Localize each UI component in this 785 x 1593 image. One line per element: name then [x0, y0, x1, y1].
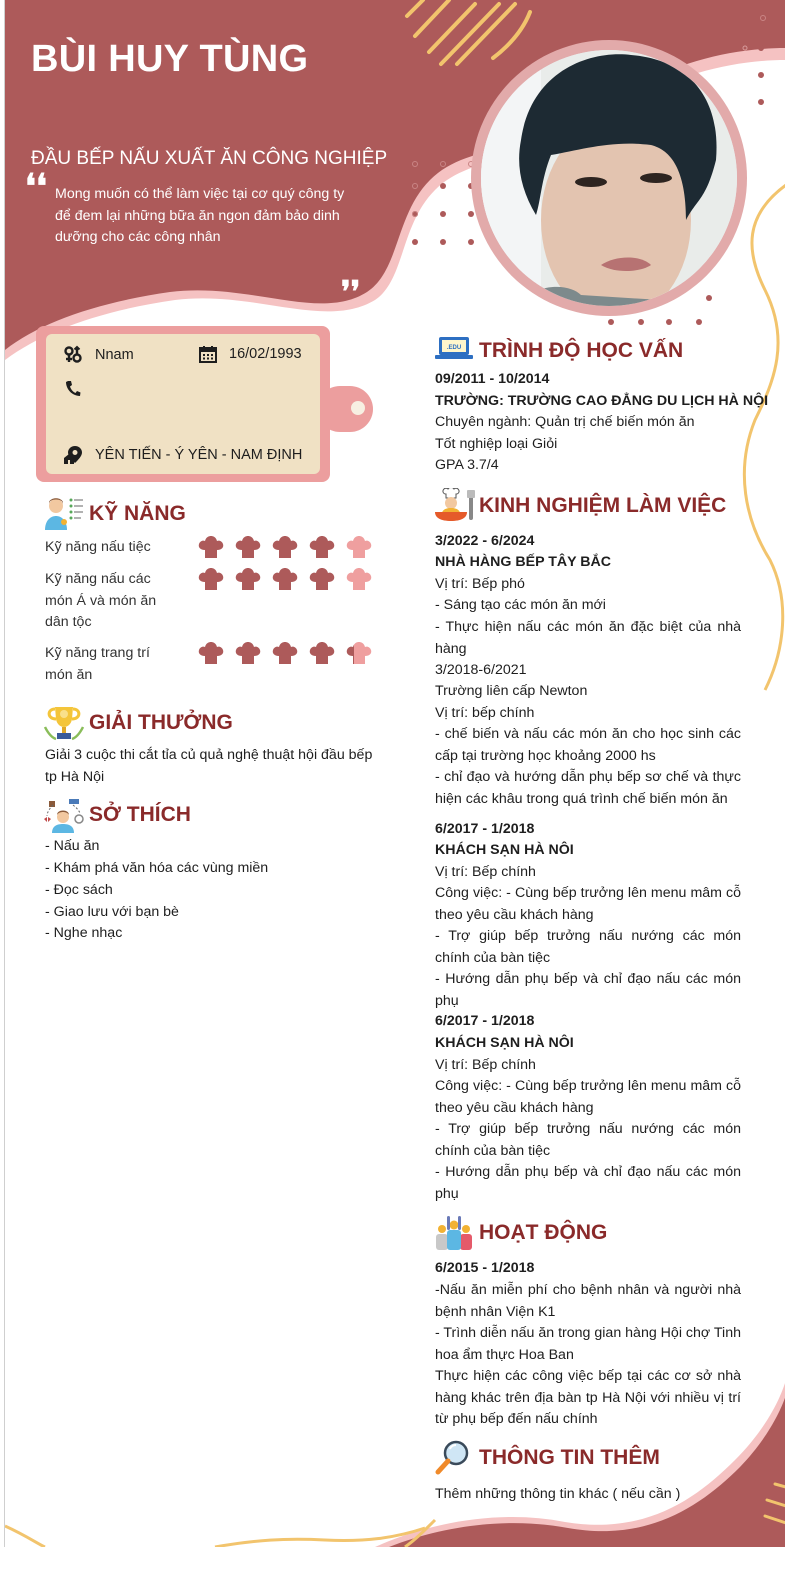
job-line: - Trợ giúp bếp trưởng nấu nướng các món chính của bàn tiệc — [435, 1121, 741, 1159]
job-company: KHÁCH SẠN HÀ NÔI — [435, 1035, 574, 1051]
chef-hat-icon — [309, 568, 335, 590]
quote-open-icon: ❛❛ — [25, 167, 47, 207]
skill-rating — [198, 536, 372, 558]
job-title: ĐẦU BẾP NẤU XUẤT ĂN CÔNG NGHIỆP — [31, 148, 388, 169]
chef-hat-icon — [346, 568, 372, 590]
skill-rating — [198, 642, 372, 664]
chef-hat-icon — [272, 568, 298, 590]
phone-icon — [65, 380, 81, 398]
hobbies-section-title — [43, 797, 191, 833]
career-objective: Mong muốn có thể làm việc tại cơ quý công ty để đem lại những bữa ăn ngon đảm bảo dinh dưỡng cho các công nhân — [55, 186, 345, 245]
awards-section-title — [43, 705, 233, 741]
hobby-item: - Nghe nhạc — [45, 925, 123, 941]
contact-birthday — [199, 345, 302, 363]
job-line: - Trợ giúp bếp trưởng nấu nướng các món chính của bàn tiệc — [435, 928, 741, 966]
hobby-item: - Nấu ăn — [45, 838, 100, 854]
gender-value: Nnam — [95, 347, 134, 363]
activities-people-icon — [433, 1215, 475, 1251]
trophy-icon — [43, 705, 85, 741]
quote-close-icon: ❜❜ — [341, 275, 361, 310]
job-line: Trường liên cấp Newton — [435, 683, 588, 699]
activity-line: Thực hiện các công việc bếp tại các cơ sở nhà hàng khác trên địa bàn tp Hà Nội với nhiều vị trí từ phụ bếp đến nấu chính — [435, 1368, 741, 1428]
contact-phone — [65, 380, 93, 398]
chef-hat-icon — [346, 536, 372, 558]
job-line: Công việc: - Cùng bếp trưởng lên menu mâm cỗ theo yêu cầu khách hàng — [435, 1078, 741, 1116]
job-period: 3/2022 - 6/2024 — [435, 533, 535, 549]
chef-hat-icon — [235, 536, 261, 558]
chef-hat-icon — [198, 568, 224, 590]
contact-gender — [63, 345, 134, 365]
avatar-photo — [481, 50, 737, 306]
chef-hat-icon — [272, 642, 298, 664]
chef-hat-icon — [235, 568, 261, 590]
extra-info-section-title — [433, 1440, 660, 1476]
education-period: 09/2011 - 10/2014 — [435, 371, 550, 387]
job-line: - Hướng dẫn phụ bếp và chỉ đạo nấu các món phụ — [435, 971, 741, 1009]
job-period: 6/2017 - 1/2018 — [435, 821, 535, 837]
job-line: Vị trí: Bếp chính — [435, 1057, 536, 1073]
calendar-icon — [199, 345, 217, 363]
job-line: Công việc: - Cùng bếp trưởng lên menu mâm cỗ theo yêu cầu khách hàng — [435, 885, 741, 923]
job-period: 6/2017 - 1/2018 — [435, 1013, 535, 1029]
svg-text:.EDU: .EDU — [446, 345, 462, 351]
chef-hat-icon — [272, 536, 298, 558]
job-company: NHÀ HÀNG BẾP TÂY BẮC — [435, 554, 612, 570]
page-bottom-margin — [0, 1547, 785, 1593]
job-line: - Sáng tạo các món ăn mới — [435, 597, 606, 613]
magnifier-icon — [433, 1440, 475, 1476]
job-line: - Hướng dẫn phụ bếp và chỉ đạo nấu các món phụ — [435, 1164, 741, 1202]
activity-period: 6/2015 - 1/2018 — [435, 1260, 535, 1276]
education-school: TRƯỜNG: TRƯỜNG CAO ĐẲNG DU LỊCH HÀ NỘI — [435, 393, 769, 409]
board-hole-decoration — [351, 401, 365, 415]
award-text: Giải 3 cuộc thi cắt tỉa củ quả nghệ thuật hội đầu bếp tp Hà Nội — [45, 747, 373, 785]
extra-info-title-text: THÔNG TIN THÊM — [479, 1446, 660, 1469]
edu-laptop-icon — [433, 333, 475, 369]
education-line: Chuyên ngành: Quản trị chế biến món ăn — [435, 414, 695, 430]
gender-icon — [63, 345, 83, 365]
chef-hat-half-icon — [346, 642, 372, 664]
job-line: 3/2018-6/2021 — [435, 662, 527, 678]
extra-info-text: Thêm những thông tin khác ( nếu cần ) — [435, 1486, 681, 1502]
education-line: GPA 3.7/4 — [435, 457, 499, 473]
job-company: KHÁCH SẠN HÀ NÔI — [435, 842, 574, 858]
job-line: - chỉ đạo và hướng dẫn phụ bếp sơ chế và thực hiện các khâu trong quá trình chế biến món ăn — [435, 769, 741, 807]
chef-hat-icon — [309, 536, 335, 558]
hobbies-person-icon — [43, 797, 85, 833]
skills-section-title — [43, 496, 186, 532]
chef-hat-icon — [198, 642, 224, 664]
skills-person-icon — [43, 496, 85, 532]
address-value: YÊN TIẾN - Ý YÊN - NAM ĐỊNH — [95, 447, 303, 463]
activities-title-text: HOẠT ĐỘNG — [479, 1221, 608, 1244]
hobbies-title-text: SỞ THÍCH — [89, 803, 191, 826]
education-title-text: TRÌNH ĐỘ HỌC VẤN — [479, 339, 684, 362]
activity-line: -Nấu ăn miễn phí cho bệnh nhân và người nhà bệnh nhân Viện K1 — [435, 1282, 741, 1320]
hobby-item: - Khám phá văn hóa các vùng miền — [45, 860, 269, 876]
skill-label: Kỹ năng nấu tiệc — [45, 539, 151, 555]
chef-hat-icon — [198, 536, 224, 558]
activity-line: - Trình diễn nấu ăn trong gian hàng Hội chợ Tinh hoa ẩm thực Hoa Ban — [435, 1325, 741, 1363]
home-location-icon — [63, 445, 83, 465]
job-line: Vị trí: Bếp chính — [435, 864, 536, 880]
chef-hat-icon — [235, 642, 261, 664]
cv-page — [4, 0, 785, 1548]
chef-cooking-icon — [433, 488, 475, 524]
birthday-value: 16/02/1993 — [229, 346, 302, 362]
contact-address — [63, 445, 302, 465]
hobby-item: - Giao lưu với bạn bè — [45, 904, 179, 920]
activities-section-title — [433, 1215, 607, 1251]
chef-hat-icon — [309, 642, 335, 664]
awards-title-text: GIẢI THƯỞNG — [89, 711, 233, 734]
job-line: Vị trí: Bếp phó — [435, 576, 525, 592]
education-section-title — [433, 333, 683, 369]
education-line: Tốt nghiệp loại Giỏi — [435, 436, 558, 452]
skill-label: Kỹ năng nấu các món Á và món ăn dân tộc — [45, 571, 157, 631]
experience-section-title — [433, 488, 726, 524]
hobby-item: - Đọc sách — [45, 882, 113, 898]
job-line: Vị trí: bếp chính — [435, 705, 535, 721]
skill-label: Kỹ năng trang trí món ăn — [45, 645, 150, 683]
candidate-name: BÙI HUY TÙNG — [31, 38, 309, 80]
job-line: - chế biến và nấu các món ăn cho học sinh các cấp tại trường học khoảng 2000 hs — [435, 726, 741, 764]
job-line: - Thực hiện nấu các món ăn đặc biệt của nhà hàng — [435, 619, 741, 657]
skill-rating — [198, 568, 372, 590]
experience-title-text: KINH NGHIỆM LÀM VIỆC — [479, 494, 727, 517]
skills-title-text: KỸ NĂNG — [89, 502, 186, 525]
